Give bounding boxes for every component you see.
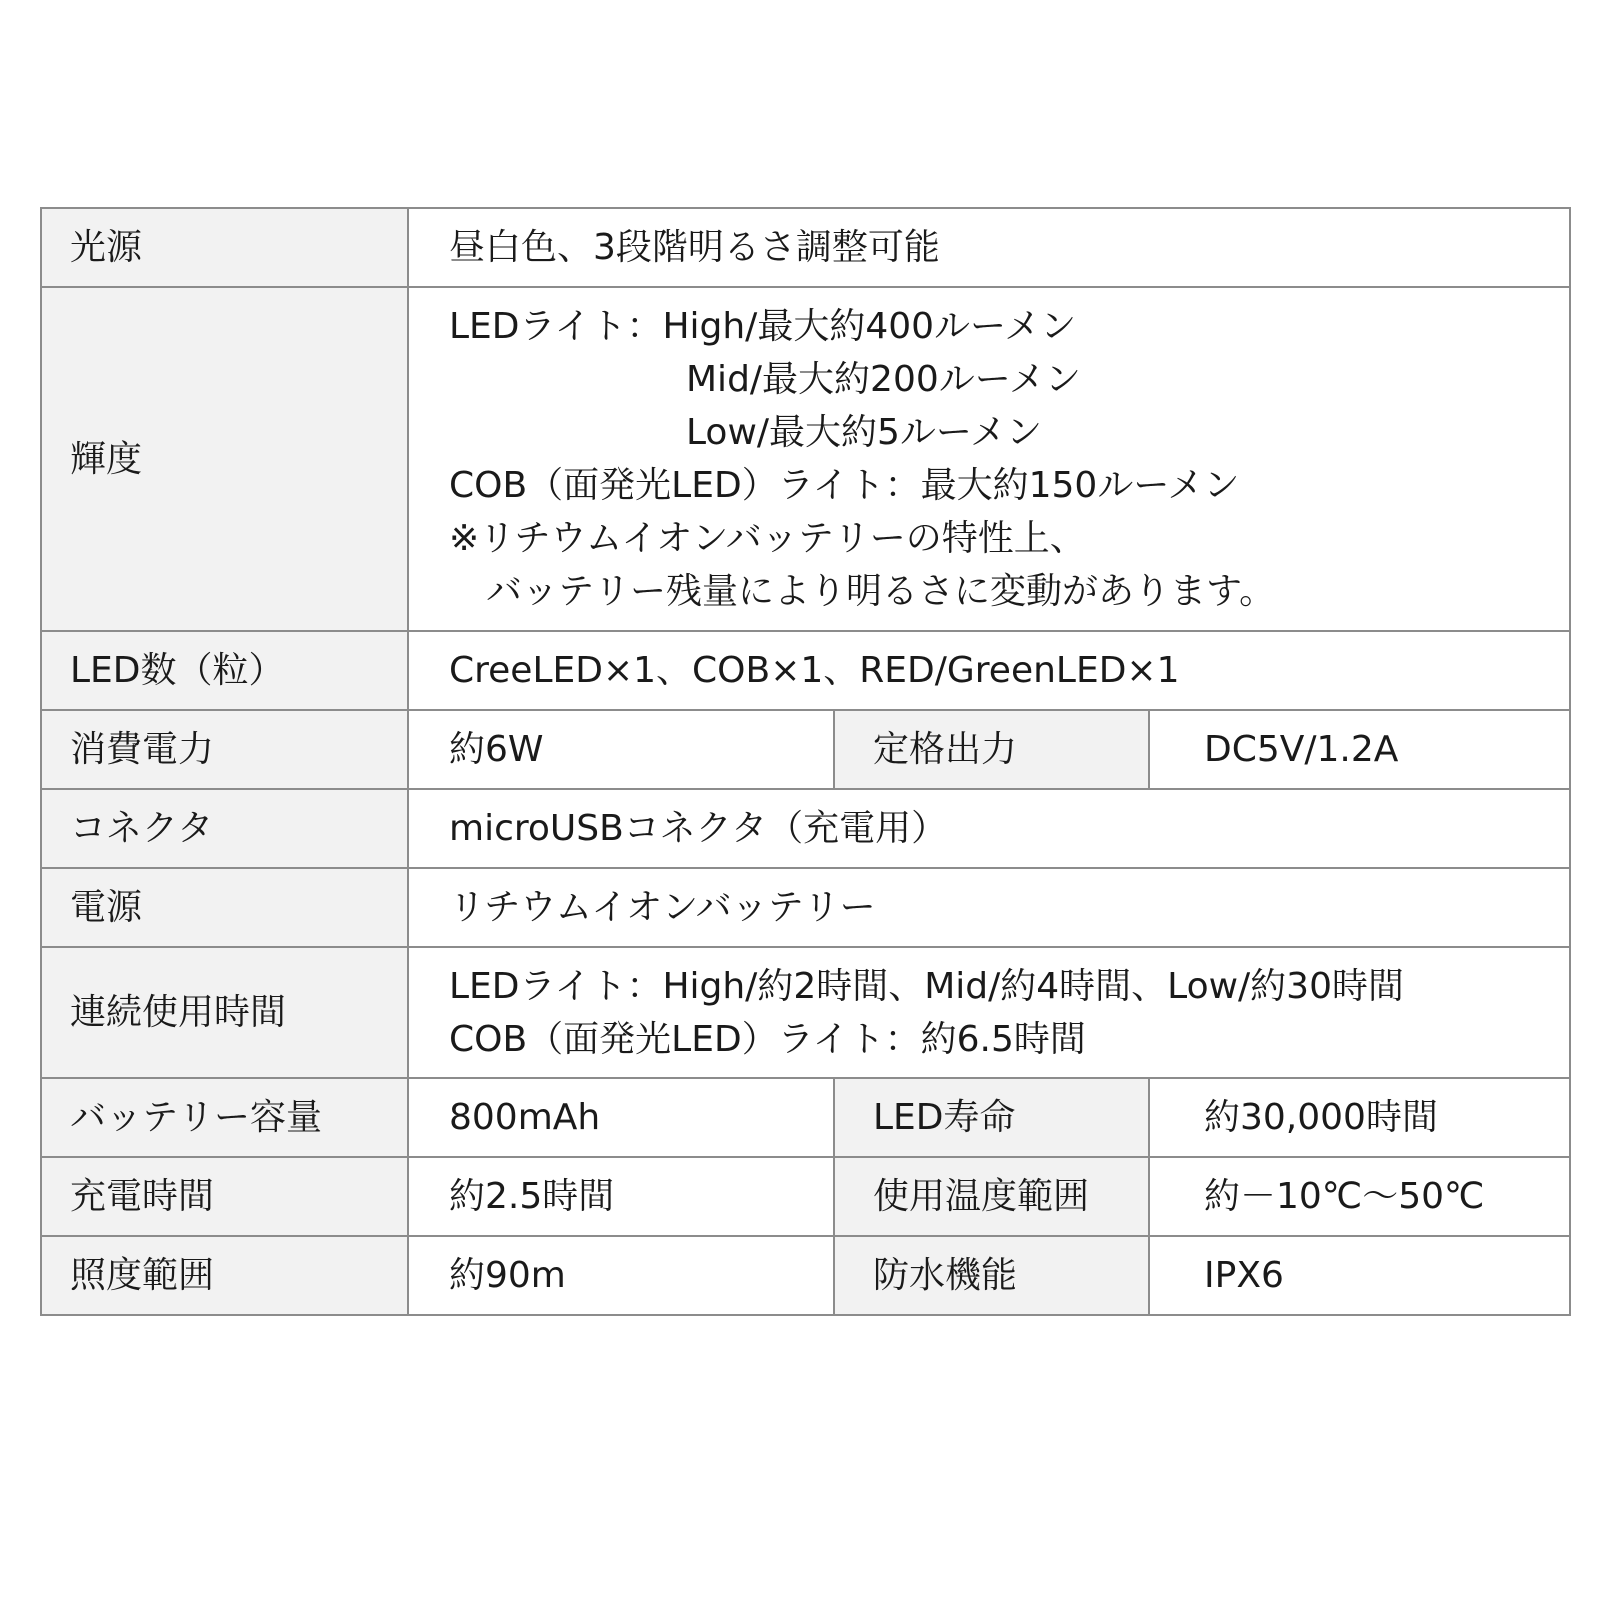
table-row [41,947,1570,1078]
row-value-brightness [408,287,1570,631]
row-value-connector: microUSBコネクタ（充電用） [408,789,1570,868]
brightness-line: Low/最大約5ルーメン [686,412,1043,453]
row-value-rated-output: DC5V/1.2A [1149,710,1570,789]
table-row [41,208,1570,287]
table-row [41,631,1570,710]
row-value-power-source: リチウムイオンバッテリー [408,868,1570,947]
table-row [41,868,1570,947]
brightness-line: COB（面発光LED）ライト：最大約150ルーメン [449,465,1240,506]
row-label-power-consumption: 消費電力 [41,710,408,789]
row-value-led-lifespan: 約30,000時間 [1149,1078,1570,1157]
row-label-operating-temp: 使用温度範囲 [834,1157,1149,1236]
row-label-charge-time: 充電時間 [41,1157,408,1236]
spec-table [40,207,1571,1316]
brightness-line: バッテリー残量により明るさに変動があります。 [486,571,1276,612]
row-value-charge-time: 約2.5時間 [408,1157,834,1236]
row-value-power-consumption: 約6W [408,710,834,789]
row-value-light-source: 昼白色、3段階明るさ調整可能 [408,208,1570,287]
row-label-brightness: 輝度 [41,287,408,631]
brightness-line: LEDライト：High/最大約400ルーメン [449,306,1077,347]
table-row [41,287,1570,631]
row-value-illumination-range: 約90m [408,1236,834,1315]
row-label-waterproof: 防水機能 [834,1236,1149,1315]
row-label-continuous-use: 連続使用時間 [41,947,408,1078]
row-label-power-source: 電源 [41,868,408,947]
row-label-led-count: LED数（粒） [41,631,408,710]
row-label-connector: コネクタ [41,789,408,868]
row-label-rated-output: 定格出力 [834,710,1149,789]
row-label-battery-capacity: バッテリー容量 [41,1078,408,1157]
row-value-battery-capacity: 800mAh [408,1078,834,1157]
row-label-led-lifespan: LED寿命 [834,1078,1149,1157]
row-label-light-source: 光源 [41,208,408,287]
row-value-continuous-use [408,947,1570,1078]
table-row [41,1157,1570,1236]
row-value-operating-temp: 約－10℃～50℃ [1149,1157,1570,1236]
row-label-illumination-range: 照度範囲 [41,1236,408,1315]
table-row [41,1078,1570,1157]
table-row [41,1236,1570,1315]
row-value-led-count: CreeLED×1、COB×1、RED/GreenLED×1 [408,631,1570,710]
brightness-line: ※リチウムイオンバッテリーの特性上、 [449,518,1086,559]
continuous-use-line: COB（面発光LED）ライト：約6.5時間 [449,1018,1086,1060]
table-row [41,710,1570,789]
table-row [41,789,1570,868]
continuous-use-line: LEDライト：High/約2時間、Mid/約4時間、Low/約30時間 [449,965,1404,1007]
row-value-waterproof: IPX6 [1149,1236,1570,1315]
brightness-line: Mid/最大約200ルーメン [686,359,1081,400]
